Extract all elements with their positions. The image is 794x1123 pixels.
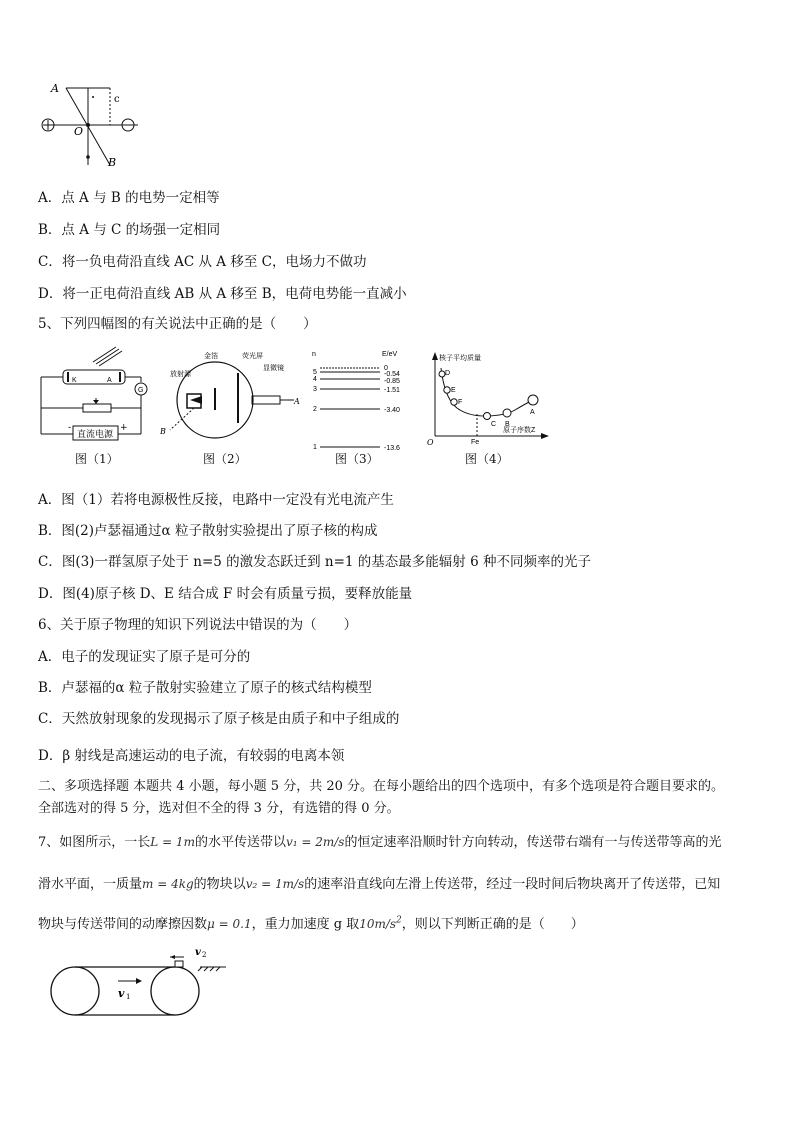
fig-v2: v [195,947,201,958]
fig3-level-e: -0.54 [384,371,400,378]
q5-option-d: D．图(4)原子核 D、E 结合成 F 时会有质量亏损，要释放能量 [38,586,413,602]
q7-math: m = 4kg [142,877,194,891]
fig4-point-C: C [491,421,497,428]
q7-math: μ = 0.1 [207,917,252,931]
q7-line3 [38,913,584,932]
fig2-B: B [160,427,166,436]
q7-text: 物块与传送带间的动摩擦因数 [38,917,208,932]
fig1-plus: + [120,423,128,433]
section2-line2: 全部选对的得 5 分，选对但不全的得 3 分，有选错的得 0 分。 [38,801,400,816]
fig3-level-n: 2 [313,406,317,413]
q6-option-a: A．电子的发现证实了原子是可分的 [38,649,251,665]
q7-math: 2 [396,915,402,926]
q4-option-b: B．点 A 与 C 的场强一定相同 [38,222,221,238]
fig2-micro: 显微镜 [263,365,284,372]
q7-math: 10m/s [359,917,397,931]
fig2-A: A [294,397,300,406]
q6-option-d: D．β 射线是高速运动的电子流，有较弱的电离本领 [38,748,345,764]
q4-option-c: C．将一负电荷沿直线 AC 从 A 移至 C，电场力不做功 [38,254,367,270]
q7-line1 [38,831,721,850]
q7-math: v₂ = 1m/s [245,877,305,891]
fig3-level-n: 4 [313,376,317,383]
fig2-screen: 荧光屏 [242,353,263,360]
q4-figure [38,80,148,170]
q5-figure-3 [312,348,407,453]
fig4-O: O [427,438,434,447]
fig1-caption: 图（1） [75,452,119,466]
fig3-caption: 图（3） [335,452,379,466]
fig3-level-e: -1.51 [384,387,400,394]
fig4-point-A: A [530,409,535,416]
fig4-Fe: Fe [471,439,480,446]
q6-option-c: C．天然放射现象的发现揭示了原子核是由质子和中子组成的 [38,711,400,727]
q5-option-b: B．图(2)卢瑟福通过α 粒子散射实验提出了原子核的构成 [38,523,378,539]
q4-option-d: D．将一正电荷沿直线 AB 从 A 移至 B，电荷电势能一直减小 [38,286,407,302]
q5-figure-2 [160,348,300,443]
fig3-level-e: -3.40 [384,407,400,414]
fig-v1: v [118,987,125,1000]
fig3-level-n: 1 [313,444,317,451]
fig1-G: G [138,387,144,394]
q4-option-a: A．点 A 与 B 的电势一定相等 [38,190,220,206]
fig4-xlabel: 原子序数Z [503,427,536,434]
fig3-level-e: 0 [384,365,388,372]
q5-figure-4 [425,352,550,447]
q7-text: 7、如图所示，一长 [38,835,151,850]
q7-text: 的恒定速率沿顺时针方向转动，传送带右端有一与传送带等高的光 [344,835,722,850]
fig2-foil: 金箔 [204,353,218,360]
fig4-point-D: D [445,370,451,377]
q7-math: L = 1m [150,835,195,849]
fig4-point-B: B [505,421,510,428]
fig4-point-E: E [451,387,456,394]
label-B: B [108,156,117,169]
q7-text: 的水平传送带以 [194,835,286,850]
label-A: A [51,82,59,95]
fig1-A: A [107,377,112,384]
q7-math: v₁ = 2m/s [285,835,345,849]
label-C: c [114,94,120,105]
fig2-src: 放射源 [170,371,191,378]
fig-v1-sub: 1 [126,993,131,1001]
fig4-ylabel: 核子平均质量 [439,355,481,362]
fig3-level-e: -0.85 [384,378,400,385]
q7-text: ，重力加速度 g 取 [251,917,360,932]
fig3-E: E/eV [382,351,398,358]
q7-text: 滑水平面，一质量 [38,877,143,892]
q7-text: 的速率沿直线向左滑上传送带，经过一段时间后物块离开了传送带，已知 [304,877,721,892]
q5-figure-1 [38,342,153,442]
q7-text: 的物块以 [193,877,246,892]
fig1-minus: - [68,423,72,433]
fig2-caption: 图（2） [203,452,247,466]
q5-stem: 5、下列四幅图的有关说法中正确的是（ ） [38,316,317,332]
q7-line2 [38,873,720,892]
fig-v2-sub: 2 [202,951,207,959]
fig3-level-e: -13.6 [384,445,400,452]
label-O: O [74,125,84,138]
q7-figure [48,945,228,1020]
fig3-n: n [312,351,316,358]
section2-line1: 二、多项选择题 本题共 4 小题，每小题 5 分，共 20 分。在每小题给出的四个选项中，有多个选项是符合题目要求的。 [38,779,725,794]
q6-option-b: B．卢瑟福的α 粒子散射实验建立了原子的核式结构模型 [38,680,372,696]
fig4-caption: 图（4） [465,452,509,466]
fig1-source: 直流电源 [77,430,114,440]
q6-stem: 6、关于原子物理的知识下列说法中错误的为（ ） [38,617,358,633]
q5-option-a: A．图（1）若将电源极性反接，电路中一定没有光电流产生 [38,492,394,508]
q7-text: ，则以下判断正确的是（ ） [401,917,584,932]
q5-option-c: C．图(3)一群氢原子处于 n=5 的激发态跃迁到 n=1 的基态最多能辐射 6 种不同频率的光子 [38,554,591,570]
fig1-K: K [72,377,77,384]
fig4-point-F: F [458,399,463,406]
fig3-level-n: 3 [313,386,317,393]
fig3-level-n: 5 [313,369,317,376]
